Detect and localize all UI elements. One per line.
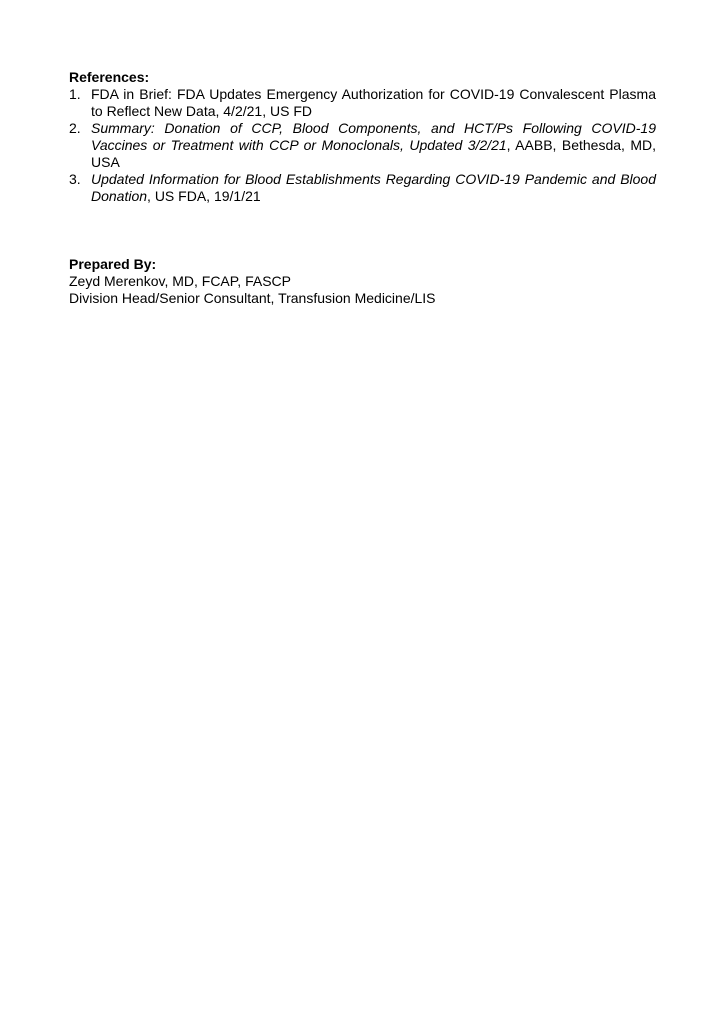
prepared-by-heading: Prepared By: xyxy=(69,256,157,272)
preparer-title: Division Head/Senior Consultant, Transfusion Medicine/LIS xyxy=(69,290,436,306)
reference-item xyxy=(69,86,656,120)
reference-number: 3. xyxy=(69,171,81,187)
reference-source: , US FDA, 19/1/21 xyxy=(147,188,261,204)
reference-text: FDA in Brief: FDA Updates Emergency Authorization for COVID-19 Convalescent Plasma to Reflect New Data, 4/2/21, US FD xyxy=(91,86,656,119)
reference-number: 1. xyxy=(69,86,81,102)
references-list xyxy=(69,86,656,205)
references-heading: References: xyxy=(69,69,150,85)
preparer-name: Zeyd Merenkov, MD, FCAP, FASCP xyxy=(69,273,291,289)
reference-title: Updated Information for Blood Establishments Regarding COVID-19 Pandemic and Blood Donation xyxy=(91,171,656,204)
reference-title: Summary: Donation of CCP, Blood Components, and HCT/Ps Following COVID-19 Vaccines or Treatment with CCP or Monoclonals, Updated 3/2/21 xyxy=(91,120,656,153)
page-content xyxy=(69,69,656,307)
reference-item xyxy=(69,171,656,205)
reference-source: , AABB, Bethesda, MD, USA xyxy=(91,137,656,170)
prepared-by-section xyxy=(69,256,656,307)
reference-number: 2. xyxy=(69,120,81,136)
reference-item xyxy=(69,120,656,171)
